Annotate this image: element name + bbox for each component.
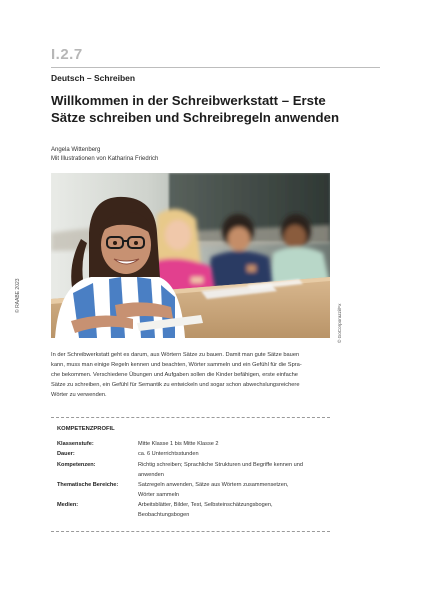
- intro-line: Wörter zu verwenden.: [51, 391, 107, 398]
- profile-value-line: Arbeitsblätter, Bilder, Test, Selbsteinschätzungsbogen,: [138, 502, 273, 509]
- intro-paragraph: [51, 351, 331, 401]
- profile-value: [138, 481, 322, 500]
- photo-credit: © GoCorporazzi/Fx: [337, 303, 342, 343]
- profile-value-line: Beobachtungsbogen: [138, 511, 190, 518]
- classroom-photo: [51, 173, 330, 338]
- subject-label: Deutsch – Schreiben: [51, 73, 136, 83]
- author-name: Angela Wittenberg: [51, 147, 101, 153]
- profile-label: Medien:: [57, 502, 79, 509]
- profile-value: [138, 501, 322, 520]
- competence-profile-table: [57, 440, 322, 521]
- page-title: [51, 93, 351, 126]
- profile-value-line: Wörter sammeln: [138, 491, 180, 498]
- profile-label: Thematische Bereiche:: [57, 482, 119, 489]
- profile-row-grade: [57, 440, 322, 450]
- title-line-2: Sätze schreiben und Schreibregeln anwenden: [51, 109, 340, 125]
- profile-label: Klassenstufe:: [57, 441, 94, 447]
- profile-row-topics: [57, 481, 322, 500]
- profile-value-line: Mitte Klasse 1 bis Mitte Klasse 2: [138, 441, 219, 447]
- profile-value: [138, 440, 322, 450]
- competence-profile-title: KOMPETENZPROFIL: [57, 426, 115, 432]
- copyright-note: © RAABE 2023: [15, 278, 21, 313]
- profile-value: [138, 461, 322, 480]
- profile-value-line: Satzregeln anwenden, Sätze aus Wörtern zusammensetzen,: [138, 482, 289, 489]
- profile-value: [138, 450, 322, 460]
- profile-divider-top: [51, 417, 330, 418]
- profile-value-line: anwenden: [138, 471, 164, 478]
- section-number: I.2.7: [51, 46, 83, 63]
- intro-line: kann, muss man einige Regeln kennen und beachten, Wörter sammeln und ein Gefühl für die Spra-: [51, 361, 302, 368]
- profile-row-media: [57, 501, 322, 520]
- profile-value-line: Richtig schreiben; Sprachliche Strukturen und Begriffe kennen und: [138, 461, 304, 468]
- classroom-photo-illustration: [51, 173, 330, 338]
- author-block: [51, 146, 158, 163]
- intro-line: In der Schreibwerkstatt geht es darum, aus Wörtern Sätze zu bauen. Damit man gute Sätze bauen: [51, 352, 300, 358]
- header-rule: [51, 67, 380, 68]
- profile-label: Kompetenzen:: [57, 461, 96, 468]
- profile-value-line: ca. 6 Unterrichtsstunden: [138, 451, 199, 458]
- intro-line: Sätze zu schreiben, ein Gefühl für Semantik zu entwickeln und sogar schon abwechslungsreichere: [51, 381, 300, 388]
- profile-label: Dauer:: [57, 451, 75, 458]
- illustrator-credit: Mit Illustrationen von Katharina Friedrich: [51, 155, 159, 162]
- intro-line: che bekommen. Verschiedene Übungen und Aufgaben sollen die Kinder befähigen, erste einfache: [51, 371, 298, 378]
- title-line-1: Willkommen in der Schreibwerkstatt – Erste: [51, 93, 326, 108]
- profile-divider-bottom: [51, 531, 330, 532]
- profile-row-duration: [57, 450, 322, 460]
- profile-row-competencies: [57, 461, 322, 480]
